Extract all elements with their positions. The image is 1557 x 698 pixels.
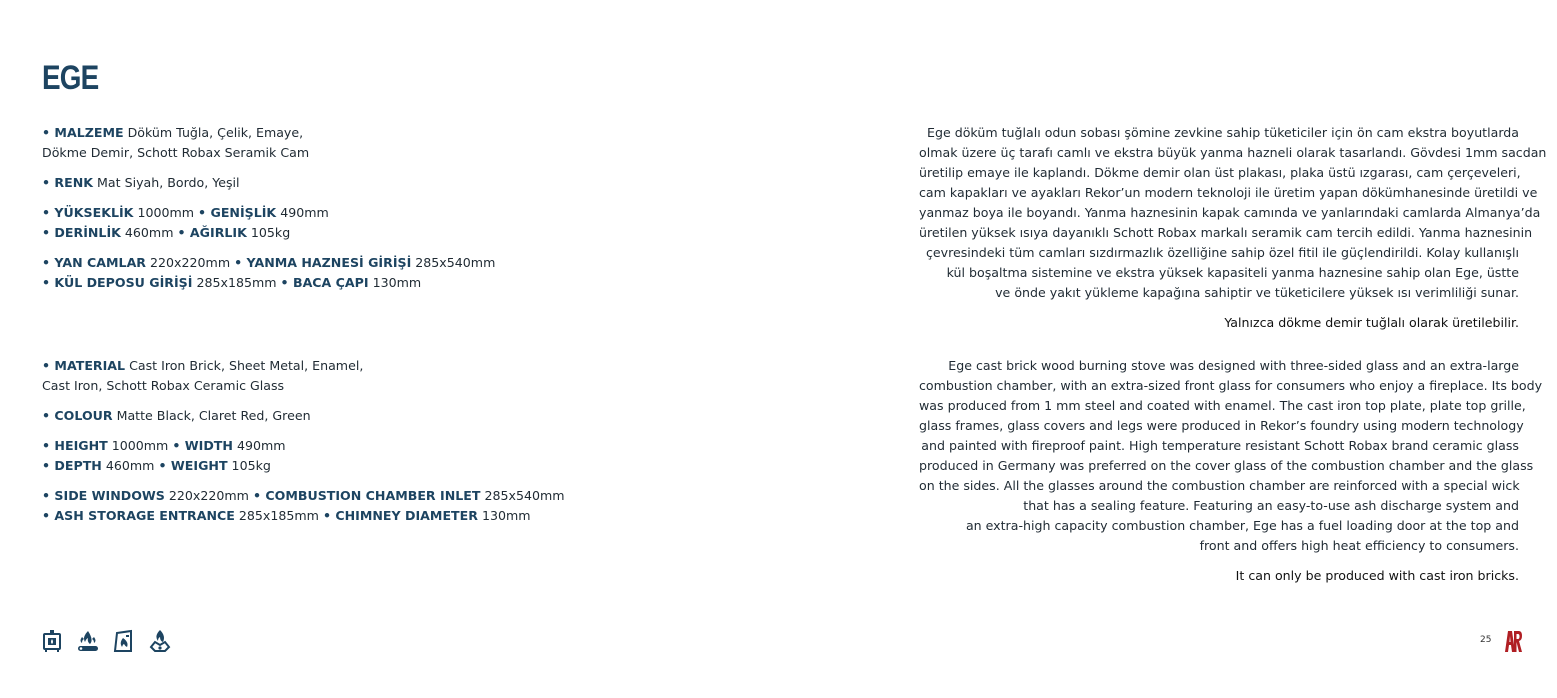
spec-line xyxy=(42,486,602,506)
coal-fire-icon xyxy=(148,629,172,653)
spec-line xyxy=(42,143,602,163)
description-line: Ege cast brick wood burning stove was designed with three-sided glass and an extra-large xyxy=(948,358,1519,373)
spec-line xyxy=(42,456,602,476)
description-line: Ege döküm tuğlalı odun sobası şömine zevkine sahip tüketiciler için ön cam ekstra boyutlarda xyxy=(927,125,1519,140)
description-note: Yalnızca dökme demir tuğlalı olarak üretilebilir. xyxy=(1224,315,1519,330)
spec-value: 490mm xyxy=(232,438,286,453)
spec-group xyxy=(42,203,602,243)
spec-line xyxy=(42,406,602,426)
spec-value: 130mm xyxy=(368,275,422,290)
description-line: combustion chamber, with an extra-sized front glass for consumers who enjoy a fireplace. Its body xyxy=(919,378,1543,393)
spec-value: Mat Siyah, Bordo, Yeşil xyxy=(93,175,240,190)
description-line: and painted with fireproof paint. High temperature resistant Schott Robax brand ceramic glass xyxy=(921,438,1519,453)
wood-fire-icon xyxy=(76,629,100,653)
spec-value: 285x540mm xyxy=(411,255,496,270)
spec-label: • GENİŞLİK xyxy=(198,205,277,220)
description-line: kül boşaltma sistemine ve ekstra yüksek kapasiteli yanma haznesine sahip olan Ege, üstte xyxy=(946,265,1519,280)
spec-label: • YAN CAMLAR xyxy=(42,255,147,270)
spec-value: Dökme Demir, Schott Robax Seramik Cam xyxy=(42,145,310,160)
spec-label: • WEIGHT xyxy=(158,458,228,473)
spec-label: • ASH STORAGE ENTRANCE xyxy=(42,508,235,523)
spec-value: 130mm xyxy=(477,508,531,523)
description-line: on the sides. All the glasses around the combustion chamber are reinforced with a special wick xyxy=(919,478,1520,493)
spec-group xyxy=(42,356,602,396)
spec-line xyxy=(42,253,602,273)
spec-label: • DEPTH xyxy=(42,458,102,473)
spec-label: • YÜKSEKLİK xyxy=(42,205,134,220)
spec-value: 1000mm xyxy=(107,438,173,453)
page-number: 25 xyxy=(1480,635,1492,645)
spec-value: 460mm xyxy=(120,225,178,240)
description-line: glass frames, glass covers and legs were produced in Rekor’s foundry using modern technology xyxy=(919,418,1524,433)
spec-line xyxy=(42,436,602,456)
page-title: EGE xyxy=(42,58,99,97)
spec-value: Döküm Tuğla, Çelik, Emaye, xyxy=(123,125,304,140)
description-line: that has a sealing feature. Featuring an easy-to-use ash discharge system and xyxy=(1023,498,1519,513)
description-line: çevresindeki tüm camları sızdırmazlık özelliğine sahip özel fitil ile güçlendirildi. Kolay kullanışlı xyxy=(925,245,1519,260)
description-line: ve önde yakıt yükleme kapağına sahiptir ve tüketicilere yüksek ısı verimliliği sunar. xyxy=(995,285,1519,300)
spec-value: Cast Iron Brick, Sheet Metal, Enamel, xyxy=(125,358,364,373)
spec-label: • KÜL DEPOSU GİRİŞİ xyxy=(42,275,193,290)
spec-group xyxy=(42,173,602,193)
stove-icon xyxy=(40,629,64,653)
specs-turkish xyxy=(42,123,602,303)
description-line: an extra-high capacity combustion chamber, Ege has a fuel loading door at the top and xyxy=(965,518,1519,533)
description-line: was produced from 1 mm steel and coated with enamel. The cast iron top plate, plate top grille, xyxy=(919,398,1526,413)
spec-label: • YANMA HAZNESİ GİRİŞİ xyxy=(234,255,412,270)
spec-group xyxy=(42,123,602,163)
spec-label: • SIDE WINDOWS xyxy=(42,488,165,503)
description-line: produced in Germany was preferred on the cover glass of the combustion chamber and the glass xyxy=(919,458,1534,473)
spec-line xyxy=(42,376,602,396)
spec-line xyxy=(42,273,602,293)
spec-value: Matte Black, Claret Red, Green xyxy=(112,408,311,423)
spec-value: 460mm xyxy=(101,458,159,473)
description-note: It can only be produced with cast iron bricks. xyxy=(1235,568,1519,583)
spec-label: • CHIMNEY DIAMETER xyxy=(322,508,478,523)
spec-line xyxy=(42,506,602,526)
description-turkish xyxy=(919,123,1547,333)
specs-english xyxy=(42,356,602,536)
spec-label: • COMBUSTION CHAMBER INLET xyxy=(252,488,481,503)
spec-label: • BACA ÇAPI xyxy=(280,275,369,290)
spec-line xyxy=(42,173,602,193)
spec-value: 105kg xyxy=(227,458,271,473)
description-line: cam kapakları ve ayakları Rekor’un modern teknoloji ile üretim yapan dökümhanesinde üretildi ve xyxy=(919,185,1538,200)
spec-group xyxy=(42,436,602,476)
spec-label: • COLOUR xyxy=(42,408,113,423)
spec-value: 285x540mm xyxy=(480,488,565,503)
spec-group xyxy=(42,486,602,526)
spec-label: • MATERIAL xyxy=(42,358,126,373)
spec-label: • HEIGHT xyxy=(42,438,108,453)
spec-label: • RENK xyxy=(42,175,94,190)
spec-label: • AĞIRLIK xyxy=(177,225,247,240)
spec-value: Cast Iron, Schott Robax Ceramic Glass xyxy=(42,378,285,393)
spec-value: 105kg xyxy=(246,225,291,240)
spec-group xyxy=(42,406,602,426)
description-line: üretilip emaye ile kaplandı. Dökme demir olan üst plakası, plaka üstü ızgarası, cam çerçeveleri, xyxy=(919,165,1521,180)
description-english xyxy=(919,356,1543,586)
spec-value: 490mm xyxy=(276,205,329,220)
spec-label: • WIDTH xyxy=(172,438,233,453)
brand-logo xyxy=(1503,629,1523,653)
spec-value: 1000mm xyxy=(133,205,199,220)
spec-value: 220x220mm xyxy=(164,488,253,503)
spec-line xyxy=(42,223,602,243)
spec-value: 220x220mm xyxy=(146,255,235,270)
feature-icons xyxy=(40,629,172,653)
description-line: yanmaz boya ile boyandı. Yanma haznesinin kapak camında ve yanlarındaki camlarda Almanya’da xyxy=(919,205,1541,220)
spec-line xyxy=(42,203,602,223)
spec-value: 285x185mm xyxy=(192,275,281,290)
spec-label: • DERİNLİK xyxy=(42,225,121,240)
description-line: üretilen yüksek ısıya dayanıklı Schott Robax markalı seramik cam tercih edildi. Yanma haznesinin xyxy=(919,225,1533,240)
spec-label: • MALZEME xyxy=(42,125,124,140)
description-line: front and offers high heat efficiency to consumers. xyxy=(1199,538,1519,553)
description-line: olmak üzere üç tarafı camlı ve ekstra büyük yanma hazneli olarak tasarlandı. Gövdesi 1mm sacdan xyxy=(919,145,1547,160)
spec-line xyxy=(42,123,602,143)
spec-line xyxy=(42,356,602,376)
spec-group xyxy=(42,253,602,293)
spec-value: 285x185mm xyxy=(234,508,323,523)
fuel-bag-icon xyxy=(112,629,136,653)
